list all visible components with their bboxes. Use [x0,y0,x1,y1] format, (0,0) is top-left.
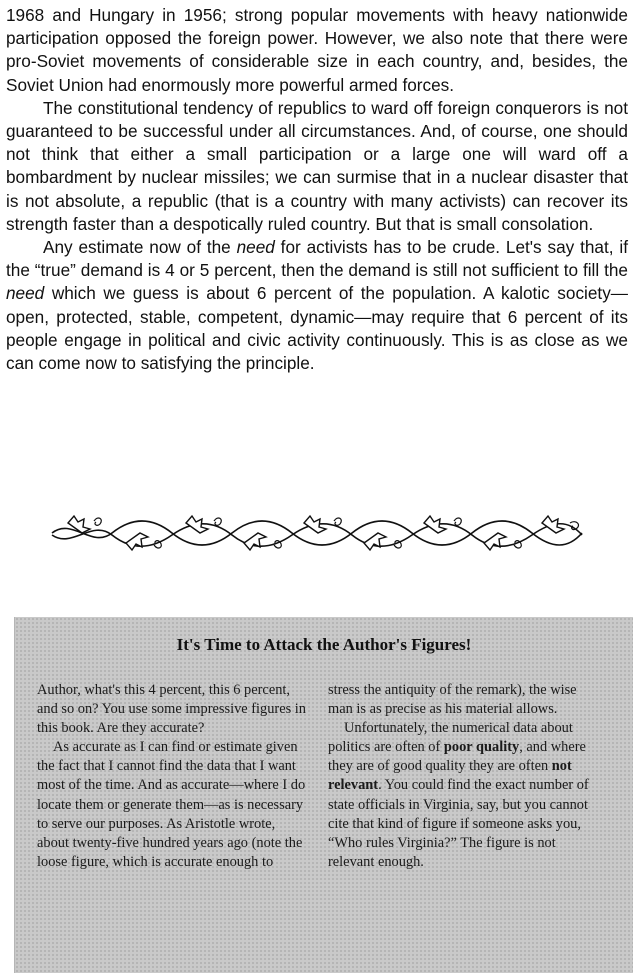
dq-part-a: Unfortunately, the numerical data about politics are often of [328,720,573,756]
dq-part-e: . You could find the exact number of state officials in Virginia, say, but you cannot cite that kind of figure if someone asks you, “Who rules Virginia?” The figure is not relevant enough. [328,777,589,870]
emphasis-need-2: need [6,283,45,304]
sidebar-answer-continued: stress the antiquity of the remark), the wise man is as precise as his material allows. [328,682,577,718]
sidebar-data-quality [328,719,603,872]
sidebar-answer: As accurate as I can find or estimate given the fact that I cannot find the data that I want most of the time. And as accurate—where I do locate them or generate them—as is necessary to serve our purposes. As Aristotle wrote, about twenty-five hundred years ago (note the loose figure, which is accurate enough to [37,739,306,870]
main-text [6,4,628,375]
emphasis-poor-quality: poor quality [443,739,520,756]
vine-ornament-icon [48,513,586,553]
p3-part-a: Any estimate now of the [43,237,237,258]
sidebar-question: Author, what's this 4 percent, this 6 percent, and so on? You use some impressive figures in this book. Are they accurate? [37,682,307,737]
sidebar-right-column [328,681,603,872]
sidebar-left-column [37,681,307,872]
paragraph-2: The constitutional tendency of republics to ward off foreign conquerors is not guaranteed to be successful under all circumstances. And, of course, one should not think that either a small participation or a large one will ward off a bombardment by nuclear missiles; we can surmise that in a nuclear disaster that is not absolute, a republic (that is a country with many activists) can recover its strength faster than a despotically ruled country. But that is small consolation. [6,97,628,234]
emphasis-not-relevant: not relevant [328,758,572,794]
dq-part-c: , and where they are of good quality they are often [328,739,586,775]
p3-part-c: for activists has to be crude. Let's say that, if the “true” demand is 4 or 5 percent, then the demand is still not sufficient to fill the [6,237,628,281]
sidebar-box [14,617,633,973]
p3-part-e: which we guess is about 6 percent of the population. A kalotic society—open, protected, stable, competent, dynamic—may require that 6 percent of its people engage in political and civic activity continuously. This is as close as we can come now to satisfying the principle. [6,283,628,374]
emphasis-need-1: need [236,237,275,258]
sidebar-title: It's Time to Attack the Author's Figures! [176,635,472,654]
paragraph-1: 1968 and Hungary in 1956; strong popular movements with heavy nationwide participation opposed the foreign power. However, we also note that there were pro-Soviet movements of considerable size in each country, and, besides, the Soviet Union had enormously more powerful armed forces. [6,5,628,95]
paragraph-3 [6,236,628,375]
